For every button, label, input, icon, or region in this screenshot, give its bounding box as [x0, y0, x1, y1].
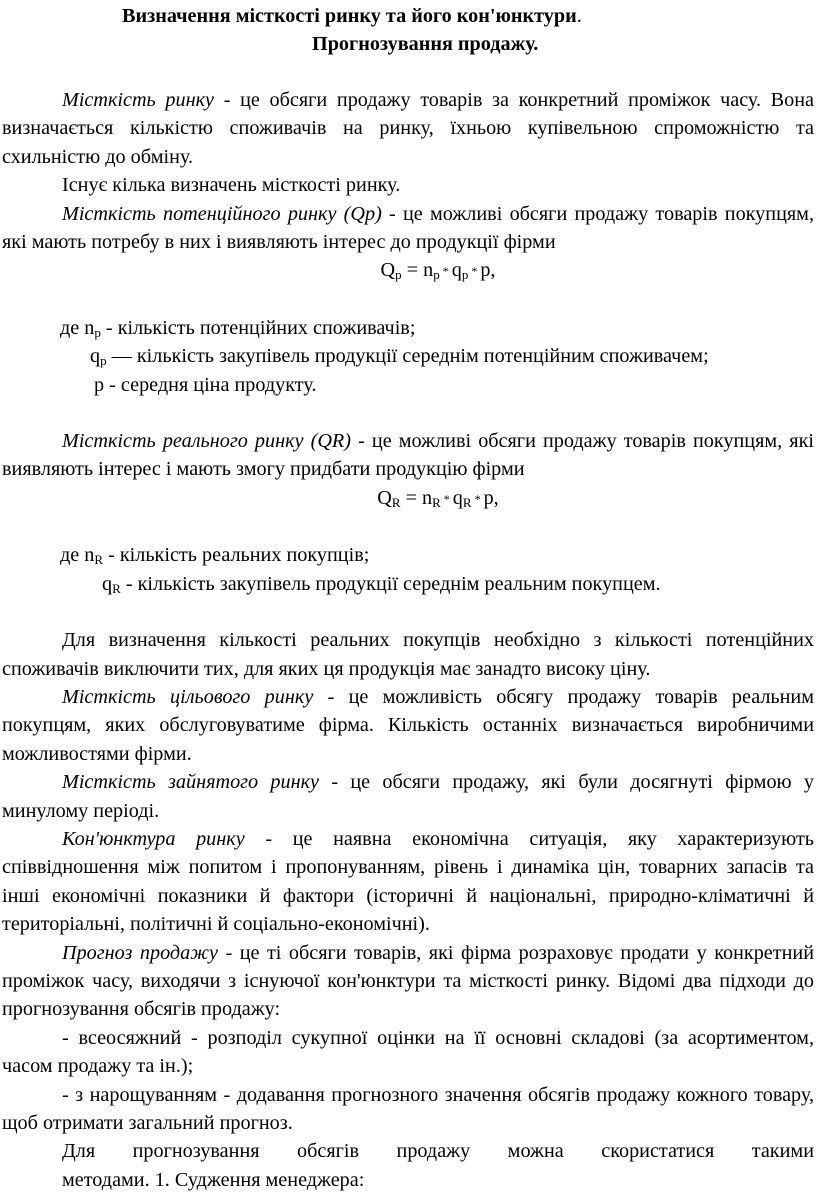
formula-symbol: = n — [400, 486, 433, 509]
definition-text: - кількість реальних покупців; — [103, 544, 370, 567]
formula-operator: * — [440, 491, 453, 506]
definition-target-market: - це можливість обсягу продажу товарів реальним покупцям, яких обслуговуватиме фірма. Кількість останніх визначається виробничими можливостями фірми. — [2, 685, 814, 765]
list-item-incremental: - з нарощуванням - додавання прогнозного значення обсягів продажу кожного товару, щоб отримати загальний прогноз. — [2, 1083, 814, 1134]
definition-market-conjuncture: - це наявна економічна ситуація, яку характеризують співвідношення між попитом і пропонуванням, рівень і динаміка цін, товарних запасів та інші економічні показники й фактори (історичні й національні, природно-кліматичні й територіальні, політичні й соціально-економічні). — [2, 827, 814, 936]
formula-symbol: q — [451, 259, 462, 282]
page-title — [2, 2, 814, 58]
paragraph-forecast-methods-continued: методами. 1. Судження менеджера: — [62, 1168, 365, 1191]
formula-potential-market — [2, 256, 814, 285]
formula-definition — [2, 541, 814, 569]
formula-symbol: p, — [480, 259, 496, 282]
definition-symbol: q — [90, 345, 101, 368]
definition-subscript: p — [94, 324, 101, 340]
title-line-1-period: . — [576, 5, 582, 27]
spacer — [2, 399, 814, 427]
formula-operator: * — [468, 264, 481, 279]
paragraph-market-capacity — [2, 86, 814, 171]
paragraph-market-conjuncture — [2, 825, 814, 939]
term-market-capacity: Місткість ринку — [62, 89, 215, 111]
title-line-2: Прогнозування продажу. — [312, 33, 539, 55]
paragraph-target-market — [2, 683, 814, 768]
term-occupied-market: Місткість зайнятого ринку — [62, 771, 320, 794]
formula-symbol: q — [452, 486, 463, 509]
definition-subscript: p — [100, 353, 107, 369]
formula-operator: * — [471, 491, 484, 506]
paragraph-occupied-market — [2, 768, 814, 825]
formula-subscript: R — [462, 494, 472, 510]
formula-definition — [2, 314, 814, 342]
formula-definition — [2, 570, 814, 598]
formula-subscript: R — [391, 494, 401, 510]
term-sales-forecast: Прогноз продажу — [62, 941, 218, 964]
formula-subscript: p — [461, 267, 469, 283]
title-line-1 — [2, 2, 814, 30]
spacer — [2, 598, 814, 626]
definition-symbol: де n — [60, 544, 95, 567]
spacer — [2, 286, 814, 314]
term-market-conjuncture: Кон'юнктура ринку — [62, 827, 245, 850]
spacer — [2, 513, 814, 541]
formula-symbol: p, — [483, 486, 499, 509]
definition-text: - кількість потенційних споживачів; — [100, 316, 416, 339]
definition-market-capacity: - це обсяги продажу товарів за конкретний проміжок часу. Вона визначається кількістю споживачів на ринку, їхньою купівельною спроможністю та схильністю до обміну. — [2, 89, 815, 168]
definition-real-market: - це можливі обсяги продажу товарів покупцям, які виявляють інтерес і мають змогу придбати продукцію фірми — [2, 430, 815, 481]
formula-subscript: p — [395, 267, 402, 283]
formula-symbol: = n — [401, 259, 434, 282]
formula-subscript: R — [432, 494, 441, 510]
definition-occupied-market: - це обсяги продажу, які були досягнуті фірмою у минулому періоді. — [2, 771, 815, 822]
list-item-comprehensive: - всеосяжний - розподіл сукупної оцінки на її основні складові (за асортиментом, часом продажу та ін.); — [2, 1026, 814, 1078]
definition-subscript: R — [112, 580, 121, 596]
term-potential-market: Місткість потенційного ринку (Qp) — [62, 202, 382, 225]
definition-symbol: де n — [60, 316, 95, 339]
definition-potential-market: - це можливі обсяги продажу товарів покупцям, які мають потребу в них і виявляють інтерес до продукції фірми — [2, 202, 814, 254]
definition-text: - кількість закупівель продукції середнім реальним покупцем. — [120, 572, 661, 595]
formula-symbol: Q — [377, 486, 392, 509]
paragraph-real-buyers: Для визначення кількості реальних покупців необхідно з кількості потенційних споживачів виключити тих, для яких ця продукція має занадто високу ціну. — [2, 629, 814, 680]
paragraph-real-market — [2, 427, 814, 484]
definition-text: — кількість закупівель продукції середнім потенційним споживачем; — [106, 345, 709, 368]
formula-symbol: Q — [380, 259, 396, 282]
term-target-market: Місткість цільового ринку — [62, 685, 314, 708]
paragraph-definitions-intro: Існує кілька визначень місткості ринку. — [62, 174, 401, 197]
spacer — [2, 58, 814, 86]
formula-operator: * — [439, 264, 452, 279]
formula-subscript: p — [433, 267, 440, 283]
paragraph-forecast-methods: Для прогнозування обсягів продажу можна скористатися такими — [62, 1140, 814, 1163]
term-real-market: Місткість реального ринку (QR) — [62, 430, 351, 453]
formula-definition: р - середня ціна продукту. — [94, 373, 317, 396]
title-line-1-text: Визначення місткості ринку та його кон'юнктури — [122, 5, 577, 27]
formula-real-market — [2, 484, 814, 513]
paragraph-potential-market — [2, 200, 814, 257]
paragraph-sales-forecast — [2, 939, 814, 1024]
definition-subscript: R — [94, 552, 104, 568]
definition-sales-forecast: - це ті обсяги товарів, які фірма розраховує продати у конкретний проміжок часу, виходячи з існуючої кон'юнктури та місткості ринку. Відомі два підходи до прогнозування обсягів продажу: — [2, 941, 814, 1021]
formula-definition — [2, 342, 814, 370]
definition-symbol: q — [102, 572, 113, 595]
